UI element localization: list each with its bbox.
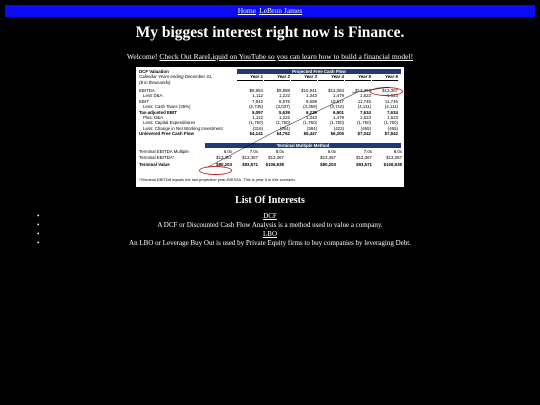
dcf-cell: 1,479	[333, 115, 344, 120]
terminal-cell: $93,571	[242, 161, 258, 167]
interest-description: A DCF or Discounted Cash Flow Analysis is a method used to value a company.	[157, 221, 383, 229]
year-header: Year 6	[372, 74, 398, 80]
dcf-cell: 6,239	[306, 109, 317, 115]
dcf-cell: 7,634	[387, 109, 398, 115]
annotation-line-2	[318, 93, 356, 111]
dcf-cell: 7,634	[360, 109, 371, 115]
dcf-row-label: EBIT	[139, 98, 149, 104]
interest-item	[0, 239, 540, 248]
interests-heading: List Of Interests	[235, 195, 305, 206]
dcf-cell: (316)	[252, 125, 263, 131]
dcf-cell: (465)	[360, 125, 371, 131]
dcf-cell: (3,716)	[330, 104, 344, 110]
dcf-cell: (1,750)	[357, 120, 371, 126]
dcf-cell: 5,097	[252, 109, 263, 115]
terminal-cell: $80,203	[320, 161, 336, 167]
dcf-row-label: Less: Cash Taxes (35%)	[143, 104, 191, 110]
dcf-cell: 9,598	[306, 98, 317, 104]
terminal-cell: 8.0x	[275, 149, 284, 154]
dcf-cell: 10,617	[330, 98, 344, 104]
dcf-row-label: Less: Change in Net Working Investment	[143, 125, 223, 131]
dcf-cell: 6,901	[333, 109, 344, 115]
dcf-cell: (423)	[333, 125, 344, 131]
dcf-cell: (465)	[387, 125, 398, 131]
dcf-cell: (3,037)	[276, 104, 290, 110]
dcf-cell: 1,623	[387, 115, 398, 120]
dcf-row-label: EBITDA	[139, 88, 155, 93]
dcf-row-label: Tax-adjusted EBIT	[139, 109, 177, 115]
band-terminal: Terminal Multiple Method	[205, 143, 401, 148]
dcf-cell: 1,112	[252, 115, 263, 120]
terminal-cell: 6.0x	[327, 149, 336, 154]
dcf-cell: (384)	[306, 125, 317, 131]
bullet-icon: •	[37, 221, 40, 229]
youtube-link[interactable]: Check Out RareLiquid on YouTube so you can learn how to build a financial model!	[159, 52, 414, 61]
dcf-cell: (364)	[279, 125, 290, 131]
terminal-row-label: Terminal EBITDA Multiple	[139, 149, 189, 154]
dcf-cell: 1,112	[252, 93, 263, 99]
dcf-cell: $7,842	[384, 131, 398, 137]
interest-description: An LBO or Leverage Buy Out is used by Private Equity firms to buy companies by leveraging Debt.	[129, 239, 411, 247]
interest-item	[0, 212, 540, 221]
nav-home-link[interactable]: Home	[237, 6, 257, 15]
terminal-cell: $93,571	[356, 161, 372, 167]
terminal-cell: 7.0x	[249, 149, 258, 154]
dcf-cell: 1,623	[387, 93, 398, 99]
page-title: My biggest interest right now is Finance.	[135, 24, 405, 41]
dcf-cell: (4,111)	[357, 104, 371, 110]
terminal-cell: 7.0x	[363, 149, 372, 154]
dcf-cell: $13,367	[382, 88, 398, 93]
dcf-cell: (1,750)	[276, 120, 290, 126]
dcf-title: DCF Valuation	[139, 69, 169, 74]
annotation-line-4	[208, 131, 276, 167]
dcf-cell: 1,343	[306, 93, 317, 99]
terminal-cell: $13,367	[386, 155, 402, 161]
interests-list	[0, 212, 540, 248]
interest-link[interactable]: DCF	[263, 212, 277, 220]
year-header: Year 1	[237, 74, 263, 80]
dcf-cell: (1,750)	[330, 120, 344, 126]
bullet-icon: •	[37, 239, 40, 247]
year-header: Year 5	[345, 74, 371, 80]
dcf-cell: $12,083	[328, 88, 344, 93]
welcome-prefix: Welcome!	[126, 52, 158, 61]
dcf-cell: $9,888	[276, 88, 290, 93]
dcf-cell: 1,479	[333, 93, 344, 99]
interest-link[interactable]: LBO	[263, 230, 277, 238]
dcf-cell: (1,750)	[384, 120, 398, 126]
dcf-cell: 1,623	[360, 115, 371, 120]
dcf-cell: (4,111)	[384, 104, 398, 110]
dcf-cell: $4,762	[276, 131, 290, 137]
band-projected: Projected Free Cash Flow	[237, 69, 401, 74]
dcf-cell: 1,343	[306, 115, 317, 120]
dcf-cell: 1,623	[360, 93, 371, 99]
dcf-valuation-image	[136, 67, 404, 187]
interest-item	[0, 230, 540, 239]
dcf-cell: 11,745	[357, 98, 371, 104]
bullet-icon: •	[37, 230, 40, 238]
dcf-row-label: Less D&A	[143, 93, 163, 99]
top-nav-bar	[5, 5, 535, 17]
dcf-cell: (2,745)	[249, 104, 263, 110]
annotation-lines	[136, 67, 404, 187]
terminal-cell: $13,367	[242, 155, 258, 161]
terminal-cell: $80,203	[216, 161, 232, 167]
annotation-line-1	[352, 87, 389, 93]
dcf-cell: (1,750)	[249, 120, 263, 126]
terminal-cell: $106,938	[383, 161, 402, 167]
annotation-line-3	[276, 111, 318, 131]
dcf-subtitle-2: ($ in thousands)	[139, 79, 171, 85]
terminal-cell: $13,367	[216, 155, 232, 161]
dcf-cell: $8,954	[249, 88, 263, 93]
dcf-cell: 11,745	[384, 98, 398, 104]
terminal-cell: 8.0x	[393, 149, 402, 154]
dcf-cell: 7,842	[252, 98, 263, 104]
terminal-cell: $13,367	[356, 155, 372, 161]
dcf-cell: 5,639	[279, 109, 290, 115]
dcf-cell: $6,205	[330, 131, 344, 137]
terminal-cell: $13,367	[320, 155, 336, 161]
dcf-cell: 1,222	[279, 93, 290, 99]
dcf-row-label: Less: Capital Expenditures	[143, 120, 196, 126]
year-header: Year 2	[264, 74, 290, 80]
terminal-row-label: Terminal EBITDA*	[139, 155, 175, 161]
welcome-line	[0, 52, 540, 62]
dcf-cell: (1,750)	[303, 120, 317, 126]
dcf-cell: $10,941	[301, 88, 317, 93]
interest-item	[0, 221, 540, 230]
terminal-cell: 6.0x	[223, 149, 232, 154]
dcf-row-label: Plus: D&A	[143, 115, 164, 120]
terminal-cell: $106,938	[265, 161, 284, 167]
dcf-subtitle-1: Calendar Years ending December 31,	[139, 74, 213, 80]
bullet-icon: •	[37, 212, 40, 220]
dcf-cell: 8,676	[279, 98, 290, 104]
dcf-cell: $7,042	[357, 131, 371, 137]
dcf-footnote: *Terminal EBITDA equals the last projection year EBITDA. This is year 6 in this scenario.	[139, 177, 296, 182]
dcf-cell: $4,141	[249, 131, 263, 137]
nav-name-link[interactable]: LeBron James	[259, 6, 303, 15]
terminal-cell: $13,367	[268, 155, 284, 161]
dcf-cell: $5,447	[303, 131, 317, 137]
year-header: Year 4	[318, 74, 344, 80]
dcf-cell: $13,367	[355, 88, 371, 93]
dcf-cell: 1,222	[279, 115, 290, 120]
year-header: Year 3	[291, 74, 317, 80]
terminal-row-label: Terminal Value	[139, 161, 170, 167]
dcf-cell: (3,359)	[303, 104, 317, 110]
dcf-row-label: Unlevered Free Cash Flow	[139, 131, 194, 137]
